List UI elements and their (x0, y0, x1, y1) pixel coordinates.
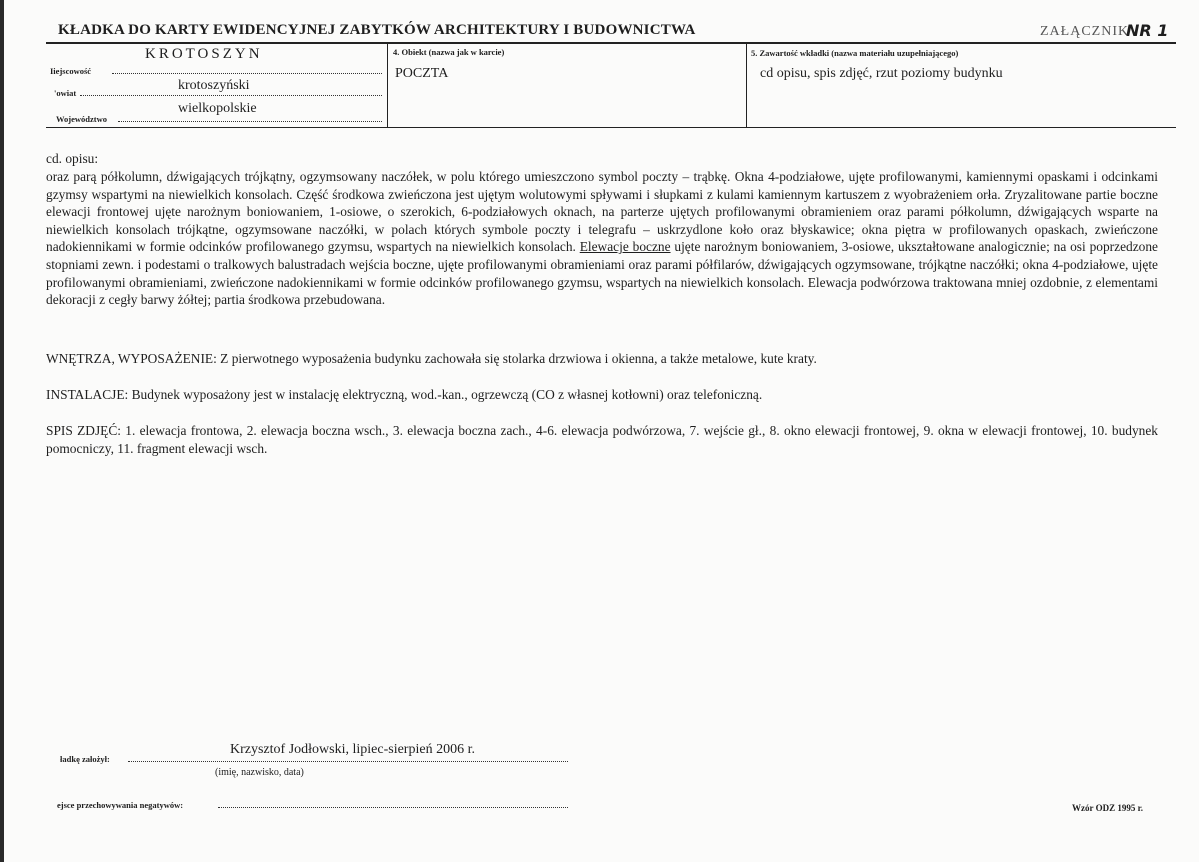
description-underlined: Elewacje boczne (579, 239, 671, 255)
author-dots (128, 761, 568, 762)
powiat-value: krotoszyński (178, 78, 250, 93)
content-value: cd opisu, spis zdjęć, rzut poziomy budynku (760, 66, 1003, 81)
body-heading: cd. opisu: (46, 151, 99, 166)
wojewodztwo-dots (118, 121, 382, 122)
wojewodztwo-label: Województwo (56, 114, 107, 124)
content-label: 5. Zawartość wkładki (nazwa materiału uzupełniającego) (751, 48, 959, 58)
form-version: Wzór ODZ 1995 r. (1072, 803, 1143, 813)
divider-1 (387, 43, 388, 128)
miejscowosc-value: KROTOSZYN (145, 46, 263, 62)
annex-label: ZAŁĄCZNIK (1040, 24, 1130, 39)
wojewodztwo-value: wielkopolskie (178, 101, 257, 116)
powiat-dots (80, 95, 382, 96)
author-hint: (imię, nazwisko, data) (215, 767, 304, 778)
negatives-dots (218, 807, 568, 808)
instalacje-paragraph: INSTALACJE: Budynek wyposażony jest w instalację elektryczną, wod.-kan., ogrzewczą (CO z własnej kotłowni) oraz telefoniczną. (46, 387, 763, 402)
negatives-label: ejsce przechowywania negatywów: (57, 800, 184, 810)
scan-edge (0, 0, 4, 862)
description-part2: ujęte narożnym boniowaniem, 3-osiowe, ukształtowane analogicznie; na osi poprzedzone stopniami zewn. i podestami o tralkowych balustradach wejścia boczne, ujęte profilowanymi obramieniami oraz parami półfilarów, dźwigających ogzymsowane, trójkątne naczółki; okna 4-podziałowe, ujęte profilowanymi obramieniami, zwieńczone nadokiennikami w formie odcinków profilowanego gzymsu, wspartych na niewielkich konsolach. Elewacja podwórzowa traktowana mniej ozdobnie, z elementami dekoracji z cegły barwy żółtej; partia środkowa przebudowana. (46, 239, 1158, 308)
wnetrza-paragraph: WNĘTRZA, WYPOSAŻENIE: Z pierwotnego wyposażenia budynku zachowała się stolarka drzwiowa i okienna, a także metalowe, kute kraty. (46, 351, 817, 366)
header-bottom-line (46, 127, 1176, 128)
object-label: 4. Obiekt (nazwa jak w karcie) (393, 47, 505, 57)
object-value: POCZTA (395, 66, 449, 81)
author-value: Krzysztof Jodłowski, lipiec-sierpień 2006 r. (230, 742, 475, 757)
divider-2 (746, 43, 747, 128)
miejscowosc-label: Iiejscowość (50, 66, 92, 76)
description-part1: oraz parą półkolumn, dźwigających trójkątny, ogzymsowany naczółek, w polu którego umieszczono symbol poczty – trąbkę. Okna 4-podziałowe, ujęte profilowanymi, kamiennymi opaskami i odcinkami gzymsy wspartymi na niewielkich konsolach. Część środkowa zwieńczona jest ujętym wolutowymi spływami i słupkami z kulami kamiennym kartuszem z wyobrażeniem orła. Zryzalitowane partie boczne elewacji frontowej ujęte narożnym boniowaniem, 1-osiowe, o szerokich, 6-podziałowych oknach, na parterze ujętych profilowanymi obramieniem oraz parami półkolumn, dźwigających wsparte na niewielkich konsolach trójkątne, ogzymsowane naczółki, w polach których symbole poczty i telegrafu – uskrzydlone koło oraz błyskawice; okna piętra w profilowanych opaskach, zwieńczone nadokiennikami w formie odcinków profilowanego gzymsu, wspartych na niewielkich konsolach. (46, 169, 1158, 255)
miejscowosc-dots (112, 73, 382, 74)
header-top-line (46, 42, 1176, 44)
description-paragraph (46, 168, 1158, 309)
document-title: KŁADKA DO KARTY EWIDENCYJNEJ ZABYTKÓW ARCHITEKTURY I BUDOWNICTWA (58, 22, 696, 38)
author-label: ładkę założył: (60, 754, 110, 764)
powiat-label: 'owiat (54, 88, 77, 98)
annex-number-handwritten: NR 1 (1126, 21, 1169, 40)
spis-zdjec-paragraph: SPIS ZDJĘĆ: 1. elewacja frontowa, 2. elewacja boczna wsch., 3. elewacja boczna zach., 4-6. elewacja podwórzowa, 7. wejście gł., 8. okno elewacji frontowej, 9. okna w elewacji frontowej, 10. budynek pomocniczy, 11. fragment elewacji wsch. (46, 423, 1158, 456)
